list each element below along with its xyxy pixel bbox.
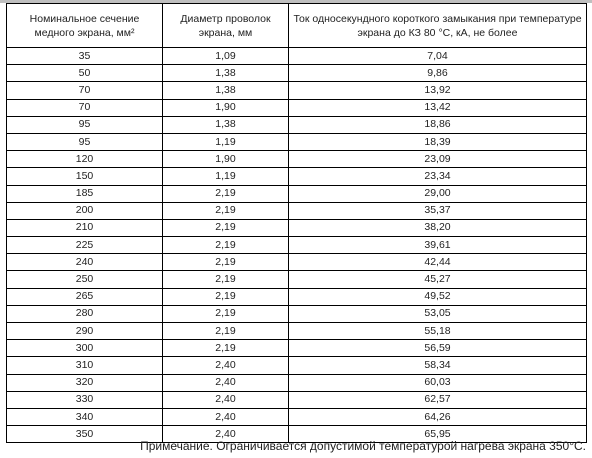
cell-cross-section: 350 (7, 426, 163, 443)
cell-short-circuit-current: 13,92 (289, 82, 587, 99)
table-row (7, 116, 587, 133)
cell-short-circuit-current: 23,09 (289, 151, 587, 168)
cell-short-circuit-current: 18,86 (289, 116, 587, 133)
cell-cross-section: 290 (7, 323, 163, 340)
cell-wire-diameter: 2,19 (163, 340, 289, 357)
table-row (7, 288, 587, 305)
table-row (7, 133, 587, 150)
table-row (7, 185, 587, 202)
cell-wire-diameter: 2,19 (163, 185, 289, 202)
cell-cross-section: 265 (7, 288, 163, 305)
table-body (7, 48, 587, 443)
cell-wire-diameter: 2,19 (163, 219, 289, 236)
table-row (7, 391, 587, 408)
cell-cross-section: 150 (7, 168, 163, 185)
table-row (7, 374, 587, 391)
table-row (7, 219, 587, 236)
cell-cross-section: 300 (7, 340, 163, 357)
table-row (7, 82, 587, 99)
table-row (7, 357, 587, 374)
cell-short-circuit-current: 23,34 (289, 168, 587, 185)
screen-spec-table (6, 3, 587, 443)
cell-short-circuit-current: 38,20 (289, 219, 587, 236)
cell-cross-section: 210 (7, 219, 163, 236)
cell-short-circuit-current: 9,86 (289, 65, 587, 82)
cell-wire-diameter: 2,40 (163, 357, 289, 374)
cell-cross-section: 280 (7, 305, 163, 322)
cell-wire-diameter: 1,09 (163, 48, 289, 65)
cell-cross-section: 200 (7, 202, 163, 219)
table-row (7, 323, 587, 340)
cell-cross-section: 340 (7, 408, 163, 425)
cell-short-circuit-current: 55,18 (289, 323, 587, 340)
cell-wire-diameter: 2,19 (163, 237, 289, 254)
cell-cross-section: 250 (7, 271, 163, 288)
table-row (7, 254, 587, 271)
cell-short-circuit-current: 45,27 (289, 271, 587, 288)
cell-wire-diameter: 2,19 (163, 288, 289, 305)
cell-cross-section: 320 (7, 374, 163, 391)
cell-short-circuit-current: 62,57 (289, 391, 587, 408)
cell-cross-section: 70 (7, 99, 163, 116)
header-wire-diameter: Диаметр проволок экрана, мм (163, 4, 289, 48)
cell-cross-section: 50 (7, 65, 163, 82)
cell-cross-section: 310 (7, 357, 163, 374)
cell-wire-diameter: 1,19 (163, 168, 289, 185)
cell-cross-section: 330 (7, 391, 163, 408)
cell-cross-section: 95 (7, 116, 163, 133)
cell-short-circuit-current: 64,26 (289, 408, 587, 425)
cell-wire-diameter: 1,38 (163, 116, 289, 133)
cell-wire-diameter: 1,38 (163, 82, 289, 99)
cell-wire-diameter: 2,19 (163, 271, 289, 288)
cell-short-circuit-current: 42,44 (289, 254, 587, 271)
cell-short-circuit-current: 29,00 (289, 185, 587, 202)
cell-cross-section: 95 (7, 133, 163, 150)
cell-short-circuit-current: 56,59 (289, 340, 587, 357)
cell-cross-section: 120 (7, 151, 163, 168)
cell-cross-section: 240 (7, 254, 163, 271)
cell-short-circuit-current: 65,95 (289, 426, 587, 443)
cell-wire-diameter: 1,19 (163, 133, 289, 150)
table-row (7, 202, 587, 219)
cell-wire-diameter: 2,19 (163, 305, 289, 322)
header-cross-section: Номинальное сечение медного экрана, мм² (7, 4, 163, 48)
cell-wire-diameter: 2,40 (163, 374, 289, 391)
cell-short-circuit-current: 7,04 (289, 48, 587, 65)
cell-short-circuit-current: 35,37 (289, 202, 587, 219)
cell-cross-section: 70 (7, 82, 163, 99)
cell-short-circuit-current: 49,52 (289, 288, 587, 305)
table-row (7, 168, 587, 185)
cell-wire-diameter: 1,38 (163, 65, 289, 82)
table-header-row (7, 4, 587, 48)
table-row (7, 305, 587, 322)
cell-short-circuit-current: 39,61 (289, 237, 587, 254)
table-note: Примечание. Ограничивается допустимой температурой нагрева экрана 350°С. (140, 439, 586, 453)
cell-wire-diameter: 2,40 (163, 408, 289, 425)
cell-short-circuit-current: 13,42 (289, 99, 587, 116)
cell-wire-diameter: 1,90 (163, 151, 289, 168)
table-row (7, 151, 587, 168)
cell-wire-diameter: 2,40 (163, 391, 289, 408)
cell-cross-section: 35 (7, 48, 163, 65)
table-row (7, 271, 587, 288)
cell-short-circuit-current: 58,34 (289, 357, 587, 374)
cell-short-circuit-current: 60,03 (289, 374, 587, 391)
table-row (7, 65, 587, 82)
cell-cross-section: 185 (7, 185, 163, 202)
table-row (7, 340, 587, 357)
table-row (7, 408, 587, 425)
cell-cross-section: 225 (7, 237, 163, 254)
cell-short-circuit-current: 53,05 (289, 305, 587, 322)
table-row (7, 237, 587, 254)
cell-wire-diameter: 2,19 (163, 202, 289, 219)
cell-wire-diameter: 2,19 (163, 254, 289, 271)
cell-wire-diameter: 2,19 (163, 323, 289, 340)
cell-wire-diameter: 2,40 (163, 426, 289, 443)
table-row (7, 48, 587, 65)
header-short-circuit-current: Ток односекундного короткого замыкания при температуре экрана до КЗ 80 °С, кА, не более (289, 4, 587, 48)
cell-wire-diameter: 1,90 (163, 99, 289, 116)
table-row (7, 99, 587, 116)
cell-short-circuit-current: 18,39 (289, 133, 587, 150)
